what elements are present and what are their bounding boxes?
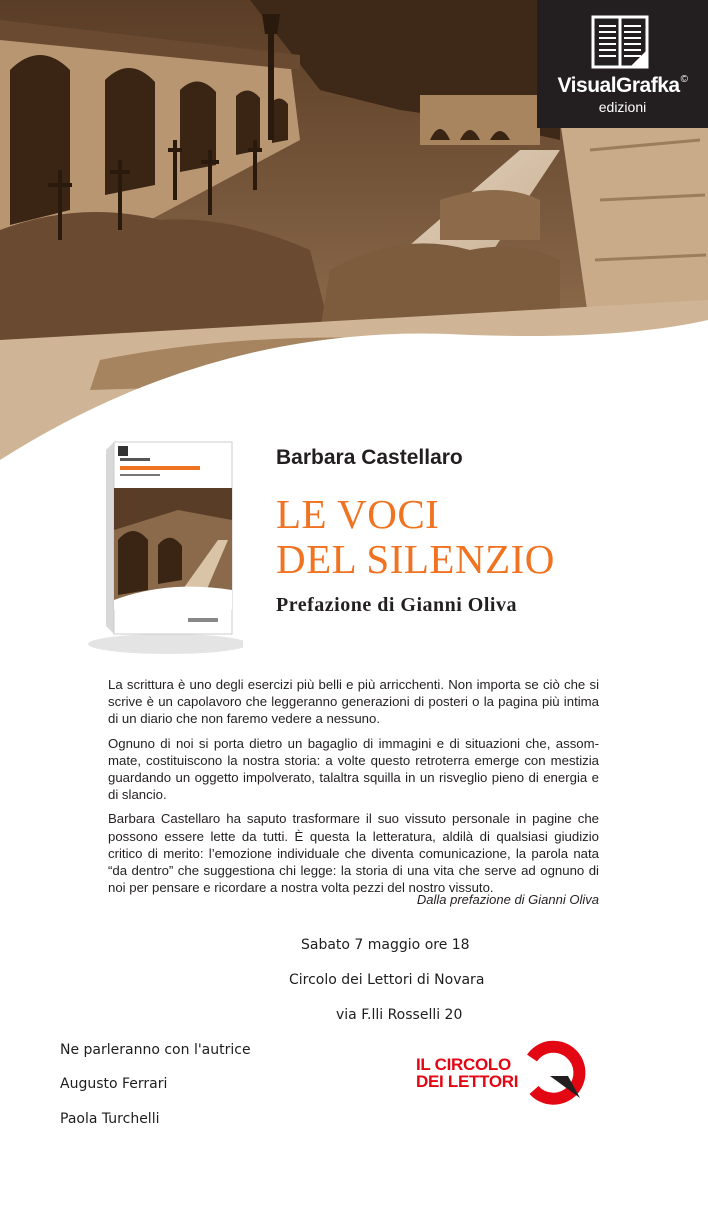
book-title-line-1: LE VOCI xyxy=(276,491,440,537)
author-name: Barbara Castellaro xyxy=(276,446,463,469)
publisher-name: VisualGrafka© xyxy=(557,74,688,97)
speaker-name: Augusto Ferrari xyxy=(60,1076,168,1092)
description-paragraph: La scrittura è uno degli esercizi più belli e più arricchenti. Non importa se ciò che si scrive è un capolavoro che leggeranno generazioni di posteri o la pagina più intima di un diario che non faremo vedere a nessuno. xyxy=(108,677,599,727)
book-title xyxy=(276,492,555,582)
description-paragraph: Barbara Castellaro ha saputo trasformare il suo vissuto personale in pagine che possono essere lette da tutti. È questa la letteratura, aldilà di qualsiasi giudizio critico di merito: l’emozione individuale che diventa comunicazione, la parola nata “da dentro” che suggestiona chi legge: la storia di una vita che serve ad ognuno di noi per pensare e ricordare a nostra volta pezzi del nostro vissuto. xyxy=(108,811,599,896)
publisher-logo xyxy=(537,0,708,128)
book-cover-illustration xyxy=(78,430,243,660)
circolo-logo-text: IL CIRCOLO DEI LETTORI xyxy=(416,1055,519,1091)
book-title-line-2: DEL SILENZIO xyxy=(276,536,555,582)
speaker-name: Paola Turchelli xyxy=(60,1111,160,1127)
book-description xyxy=(108,676,599,903)
preface-credit: Prefazione di Gianni Oliva xyxy=(276,594,517,616)
event-venue: Circolo dei Lettori di Novara xyxy=(289,972,485,988)
book-cover xyxy=(78,430,243,660)
quote-attribution: Dalla prefazione di Gianni Oliva xyxy=(416,892,599,907)
description-paragraph: Ognuno di noi si porta dietro un bagaglio di immagini e di situazioni che, assom-mate, costituiscono la nostra storia: a volte questo retroterra emerge con mestizia guardando un oggetto impolverato, talaltra squilla in un risveglio pieno di energia e di slancio. xyxy=(108,735,599,803)
speakers-intro: Ne parleranno con l'autrice xyxy=(60,1042,251,1058)
publisher-subtitle: edizioni xyxy=(598,99,647,115)
event-address: via F.lli Rosselli 20 xyxy=(336,1007,463,1023)
open-book-icon xyxy=(590,14,650,70)
event-date: Sabato 7 maggio ore 18 xyxy=(301,937,470,953)
circolo-mark-icon xyxy=(520,1040,586,1106)
circolo-dei-lettori-logo xyxy=(416,1040,586,1106)
